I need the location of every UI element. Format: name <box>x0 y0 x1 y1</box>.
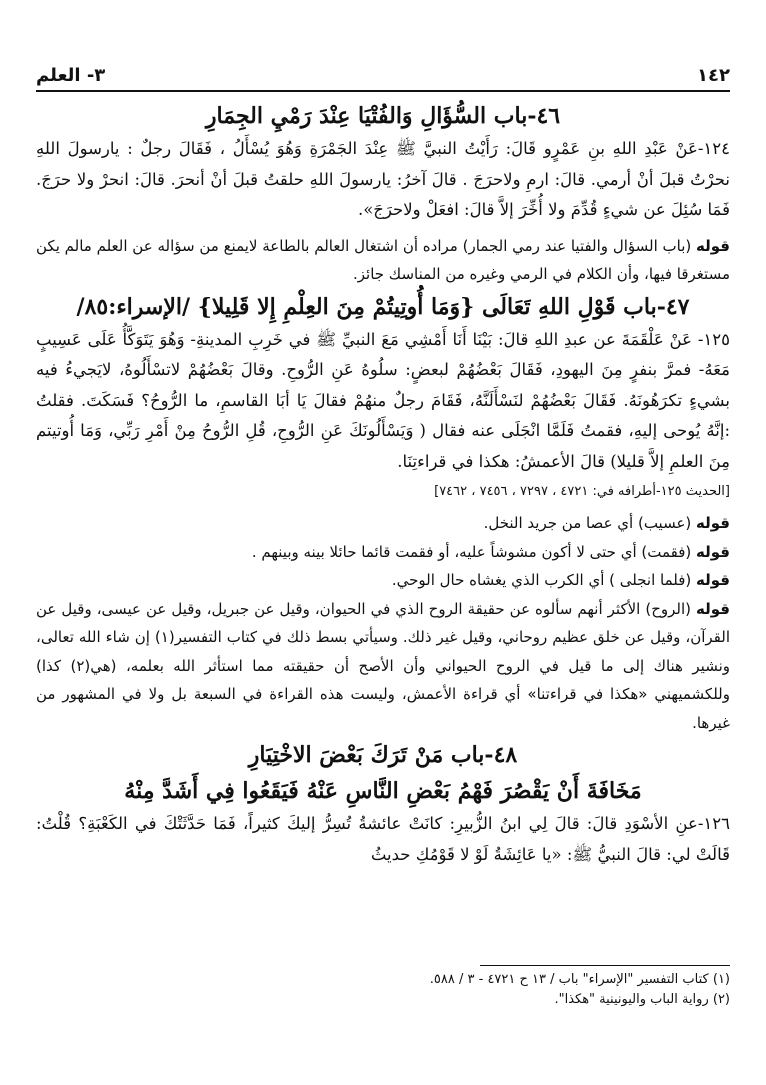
qawluh-label: قوله <box>696 542 730 561</box>
chapter-heading-48-continued: مَخَافَةَ أَنْ يَقْصُرَ فَهْمُ بَعْضِ النَّاسِ عَنْهُ فَيَقَعُوا فِي أَشَدَّ مِنْهُ <box>124 778 642 804</box>
page-content <box>36 98 730 870</box>
footnote-2: (٢) رواية الباب واليونينية "هكذا". <box>554 992 730 1007</box>
book-title: ٣- العلم <box>36 65 106 86</box>
commentary <box>36 232 730 289</box>
page-header <box>36 56 730 92</box>
qawluh-label: قوله <box>696 599 730 618</box>
commentary-text: (فلما انجلى ) أي الكرب الذي يغشاه حال الوحي. <box>391 571 697 589</box>
commentary-text: (فقمت) أي حتى لا أكون مشوشاً عليه، أو فقمت قائما حائلا بينه وبينهم . <box>251 542 697 561</box>
hadith-124: ١٢٤-عَنْ عَبْدِ اللهِ بنِ عَمْرٍو قَالَ: رَأَيْتُ النبيَّ ﷺ عِنْدَ الجَمْرَةِ وَهُوَ يُسْأَلُ ، فَقَالَ رجلٌ : يارسولَ اللهِ نحرْتُ قبلَ أنْ أرمي. قالَ: ارمِ ولاحرَجَ . قالَ آخرُ: يارسولَ اللهِ حلقتُ قبلَ أنْ أنحرَ. قالَ: انحرْ ولا حرَجَ. فَمَا سُئِلَ عن شيءٍ قُدِّمَ ولا أُخِّرَ إلاَّ قالَ: افعَلْ ولاحرَجَ». <box>36 139 730 219</box>
chapter-heading-46: ٤٦-باب السُّؤَالِ وَالفُتْيَا عِنْدَ رَمْيِ الجِمَارِ <box>205 103 561 129</box>
qawluh-label: قوله <box>696 571 730 589</box>
footnote-1: (١) كتاب التفسير "الإسراء" باب / ١٣ ح ٤٧٢١ - ٣ / ٥٨٨. <box>429 972 730 987</box>
commentary <box>36 595 730 738</box>
commentary-text: (باب السؤال والفتيا عند رمي الجمار) مراده أن اشتغال العالم بالطاعة لايمنع من سؤاله عن العلم مالم يكن مستغرقا فيها، وأن الكلام في الرمي وغيره من المناسك جائز. <box>36 236 730 283</box>
hadith-125: ١٢٥- عَنْ عَلْقَمَةَ عن عبدِ اللهِ قالَ: بَيْنَا أَنَا أَمْشِي مَعَ النبيِّ ﷺ في خَرِبِ المدينةِ- وَهُوَ يَتَوَكَّأُ عَلَى عَسِيبٍ مَعَهُ- فمرَّ بنفرٍ مِنَ اليهودِ، فَقَالَ بَعْضُهُمْ لبعضٍ: سلُوهُ عَنِ الرُّوحِ. وقالَ بَعْضُهُمْ لاتسْأَلُوهُ، لايَجيءُ فيه بشيءٍ تكرَهُونَهُ. فَقَالَ بَعْضُهُمْ لنَسْأَلَنَّهُ، فَقَامَ رجلٌ منهُمْ فقالَ يَا أبَا القاسمِ، ما الرُّوحُ؟ فَسَكَتَ. فقلتُ :إنَّهُ يُوحى إليهِ، فقمتُ فَلَمَّا انْجَلَى عنه فقال ( وَيَسْأَلُونَكَ عَنِ الرُّوحِ، قُلِ الرُّوحُ مِنْ أَمْرِ رَبِّي، وَمَا أُوتيتم مِنَ العلمِ إلاَّ قليلا) قالَ الأعمشُ: هكذا في قراءتِنَا. <box>36 329 730 471</box>
commentary-text: (الروح) الأكثر أنهم سألوه عن حقيقة الروح الذي في الحيوان، وقيل عن جبريل، وقيل عن عيسى، وقيل عن القرآن، وقيل عن خلق عظيم روحاني، وقيل غير ذلك. وسيأتي بسط ذلك في كتاب التفسير(١) إن شاء الله تعالى، ونشير هناك إلى ما قيل في الروح الحيواني وأن الأصح أن حقيقته مما استأثر الله بعلمه، (هي(٢) كذا) وللكشميهني «هكذا في قراءتنا» أي قراءة الأعمش، وليست هذه القراءة في السبعة بل ولا في المشهور من غيرها. <box>36 599 731 732</box>
qawluh-label: قوله <box>696 514 730 532</box>
commentary <box>36 566 730 595</box>
commentary <box>36 538 730 567</box>
chapter-heading-47: ٤٧-باب قَوْلِ اللهِ تَعَالَى {وَمَا أُوتِيتُمْ مِنَ العِلْمِ إِلا قَلِيلا} /الإسراء:٨٥/ <box>76 293 690 320</box>
chapter-heading-48: ٤٨-باب مَنْ تَرَكَ بَعْضَ الاخْتِيَارِ <box>248 742 518 768</box>
commentary-text: (عسيب) أي عصا من جريد النخل. <box>483 514 697 532</box>
hadith-cross-reference: [الحديث ١٢٥-أطرافه في: ٤٧٢١ ، ٧٢٩٧ ، ٧٤٥٦ ، ٧٤٦٢] <box>434 484 730 499</box>
qawluh-label: قوله <box>696 236 730 255</box>
hadith-126: ١٢٦-عنِ الأسْوَدِ قالَ: قالَ لِي ابنُ الزُّبيرِ: كانَتْ عائشةُ تُسِرُّ إليكَ كثيراً، فَمَا حَدَّثَتْكَ في الكَعْبَةِ؟ قُلْتُ: قَالَتْ لي: قالَ النبيُّ ﷺ: «يا عَائِشَةُ لَوْ لا قَوْمُكِ حديثُ <box>36 814 730 864</box>
page-number: ١٤٢ <box>697 65 730 86</box>
footnote-divider <box>480 965 730 966</box>
commentary <box>36 509 730 538</box>
footnotes <box>36 965 730 1010</box>
